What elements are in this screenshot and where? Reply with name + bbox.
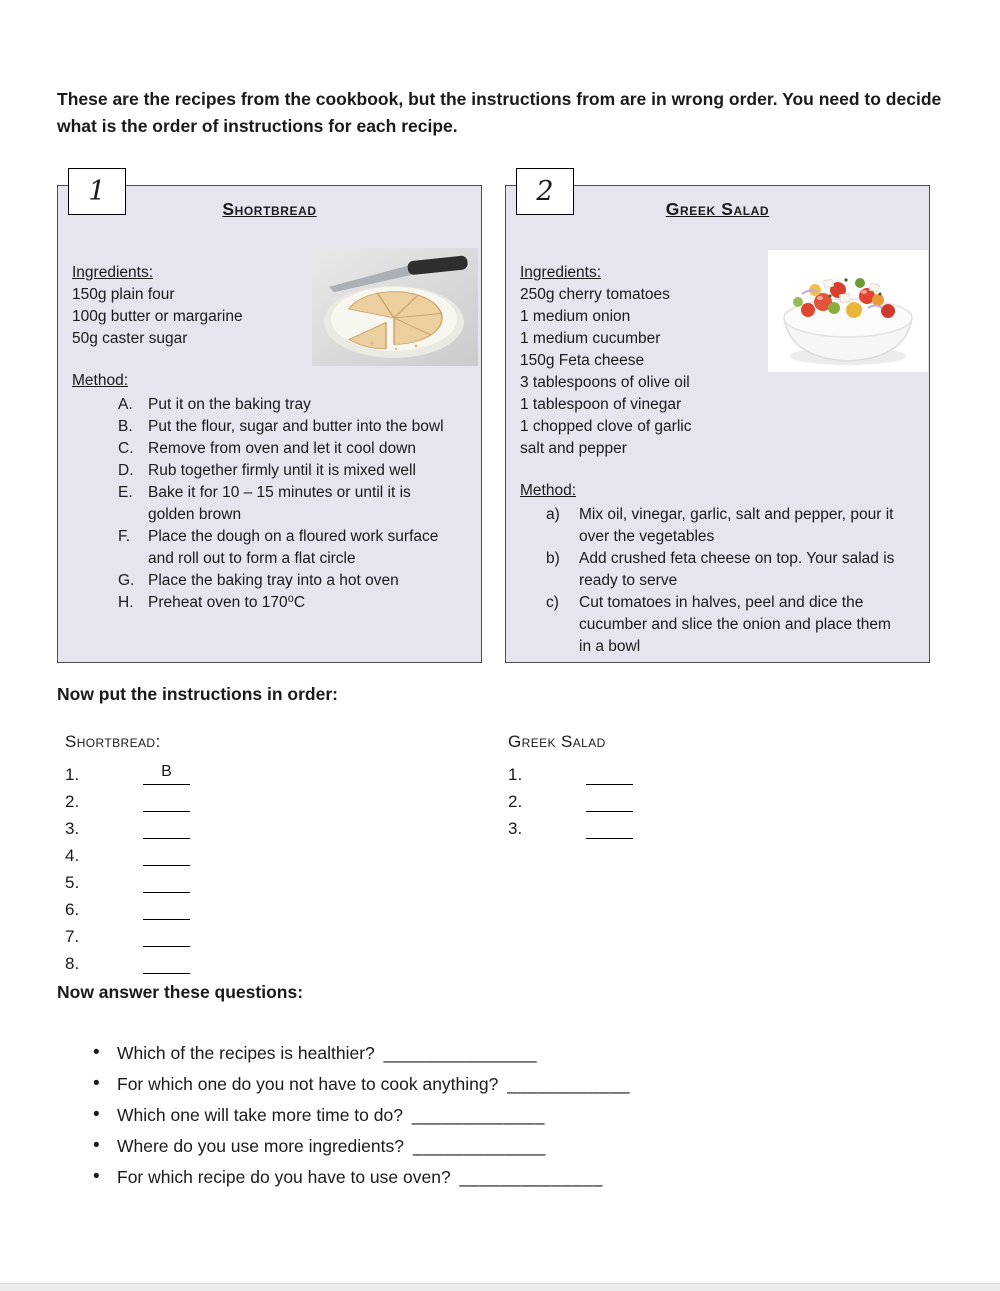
method-step [546, 504, 915, 548]
method-step-letter: C. [118, 440, 134, 457]
intro-text: These are the recipes from the cookbook, but the instructions from are in wrong order. You need to decide what is the order of instructions for each recipe. [57, 89, 942, 137]
method-list [546, 504, 915, 658]
ingredient-line: 150g plain four [72, 286, 175, 303]
order-row-number: 2. [508, 792, 523, 811]
recipe-cards [57, 176, 935, 663]
order-row [65, 866, 190, 893]
method-step [118, 570, 467, 592]
method-step [118, 438, 467, 460]
method-step-letter: E. [118, 484, 133, 501]
method-step-letter: c) [546, 594, 559, 611]
ingredients-label: Ingredients: [72, 264, 153, 281]
question-text: For which one do you not have to cook anything? [117, 1074, 499, 1094]
order-answer-blank[interactable] [586, 789, 633, 812]
question-item [117, 1105, 942, 1126]
method-step-letter: A. [118, 396, 133, 413]
method-label: Method: [520, 482, 577, 499]
order-answer-blank[interactable] [143, 951, 190, 974]
order-label-greek-salad: Greek Salad [508, 732, 606, 751]
ingredient-line: 1 tablespoon of vinegar [520, 396, 682, 413]
method-step-text: Rub together firmly until it is mixed well [148, 462, 416, 479]
order-row [65, 758, 190, 785]
order-answer-blank[interactable] [143, 816, 190, 839]
recipe-number: 2 [536, 176, 554, 207]
recipe-card-shortbread [57, 176, 482, 663]
method-step-text: Mix oil, vinegar, garlic, salt and pepper, pour it over the vegetables [579, 506, 894, 545]
question-item [117, 1074, 942, 1095]
question-text: Which of the recipes is healthier? [117, 1043, 375, 1063]
ingredient-line: 100g butter or margarine [72, 308, 243, 325]
bullet-icon [93, 1042, 100, 1063]
order-row [508, 812, 633, 839]
order-row-number: 7. [65, 927, 80, 946]
method-step [546, 548, 915, 592]
ingredient-line: 50g caster sugar [72, 330, 188, 347]
order-label-shortbread: Shortbread: [65, 732, 161, 751]
order-answer-blank[interactable]: B [143, 762, 190, 785]
method-step-text: Place the dough on a floured work surface and roll out to form a flat circle [148, 528, 439, 567]
method-step [118, 416, 467, 438]
order-heading: Now put the instructions in order: [57, 684, 338, 704]
ingredient-line: 250g cherry tomatoes [520, 286, 670, 303]
shortbread-photo [312, 248, 478, 366]
recipe-title: Shortbread [222, 199, 317, 219]
method-step-text: Cut tomatoes in halves, peel and dice the cucumber and slice the onion and place them in a bowl [579, 594, 891, 655]
ingredient-line: salt and pepper [520, 440, 627, 457]
order-section [57, 684, 935, 973]
bullet-icon [93, 1166, 100, 1187]
method-step-letter: F. [118, 528, 131, 545]
method-step-text: Remove from oven and let it cool down [148, 440, 416, 457]
order-answer-blank[interactable] [143, 924, 190, 947]
method-step-letter: B. [118, 418, 133, 435]
order-answer-blank[interactable] [143, 789, 190, 812]
question-item [117, 1136, 942, 1157]
order-row [65, 920, 190, 947]
method-step [118, 460, 467, 482]
order-row [508, 785, 633, 812]
order-row-number: 5. [65, 873, 80, 892]
order-row-number: 3. [508, 819, 523, 838]
order-answer-blank[interactable] [586, 816, 633, 839]
order-row-number: 1. [65, 765, 80, 784]
method-step-letter: G. [118, 572, 135, 589]
question-answer-blank[interactable]: ______________ [459, 1167, 603, 1187]
method-step-letter: b) [546, 550, 560, 567]
method-step-text: Put the flour, sugar and butter into the bowl [148, 418, 444, 435]
order-row-number: 6. [65, 900, 80, 919]
order-row [65, 839, 190, 866]
bullet-icon [93, 1135, 100, 1156]
question-answer-blank[interactable]: _______________ [383, 1043, 538, 1063]
method-step-text: Place the baking tray into a hot oven [148, 572, 399, 589]
method-step [546, 592, 915, 658]
ingredient-line: 1 medium onion [520, 308, 631, 325]
order-answer-blank[interactable] [143, 870, 190, 893]
ingredients-label: Ingredients: [520, 264, 601, 281]
order-row-number: 2. [65, 792, 80, 811]
order-column-shortbread [65, 732, 190, 974]
bullet-icon [93, 1104, 100, 1125]
order-row-number: 8. [65, 954, 80, 973]
method-list [118, 394, 467, 614]
method-step [118, 526, 467, 570]
method-step-letter: D. [118, 462, 134, 479]
ingredient-line: 1 chopped clove of garlic [520, 418, 692, 435]
order-row [65, 812, 190, 839]
order-answer-blank[interactable] [586, 762, 633, 785]
order-row-number: 1. [508, 765, 523, 784]
ingredient-line: 150g Feta cheese [520, 352, 645, 369]
recipe-number: 1 [88, 176, 106, 207]
order-row-number: 3. [65, 819, 80, 838]
question-item [117, 1167, 942, 1188]
method-step [118, 482, 467, 526]
order-row-number: 4. [65, 846, 80, 865]
order-row [65, 785, 190, 812]
method-step-text: Put it on the baking tray [148, 396, 311, 413]
recipe-number-badge [516, 168, 574, 215]
ingredient-line: 3 tablespoons of olive oil [520, 374, 690, 391]
recipe-number-badge [68, 168, 126, 215]
page-bottom-edge [0, 1283, 1000, 1291]
order-answer-blank[interactable] [143, 843, 190, 866]
questions-heading: Now answer these questions: [57, 982, 304, 1002]
order-answer-blank[interactable] [143, 897, 190, 920]
question-answer-blank[interactable]: _____________ [412, 1136, 546, 1156]
order-row [508, 758, 633, 785]
greek-salad-photo [768, 250, 928, 372]
recipe-title: Greek Salad [665, 199, 770, 219]
question-text: For which recipe do you have to use oven? [117, 1167, 451, 1187]
method-label: Method: [72, 372, 129, 389]
method-step-letter: H. [118, 594, 134, 611]
method-step [118, 394, 467, 416]
bullet-icon [93, 1073, 100, 1094]
recipe-card-greek-salad [505, 176, 930, 663]
method-step-text: Bake it for 10 – 15 minutes or until it is golden brown [148, 484, 411, 523]
questions-section [57, 982, 942, 1198]
ingredient-line: 1 medium cucumber [520, 330, 661, 347]
order-row [65, 947, 190, 974]
question-answer-blank[interactable]: _____________ [411, 1105, 545, 1125]
order-row [65, 893, 190, 920]
method-step-text: Add crushed feta cheese on top. Your salad is ready to serve [579, 550, 895, 589]
questions-list [57, 1043, 942, 1188]
method-step [118, 592, 467, 614]
method-step-text: Preheat oven to 170⁰C [148, 594, 306, 611]
question-text: Which one will take more time to do? [117, 1105, 403, 1125]
question-text: Where do you use more ingredients? [117, 1136, 404, 1156]
order-column-greek-salad [508, 732, 633, 839]
question-answer-blank[interactable]: ____________ [507, 1074, 631, 1094]
question-item [117, 1043, 942, 1064]
method-step-letter: a) [546, 506, 560, 523]
